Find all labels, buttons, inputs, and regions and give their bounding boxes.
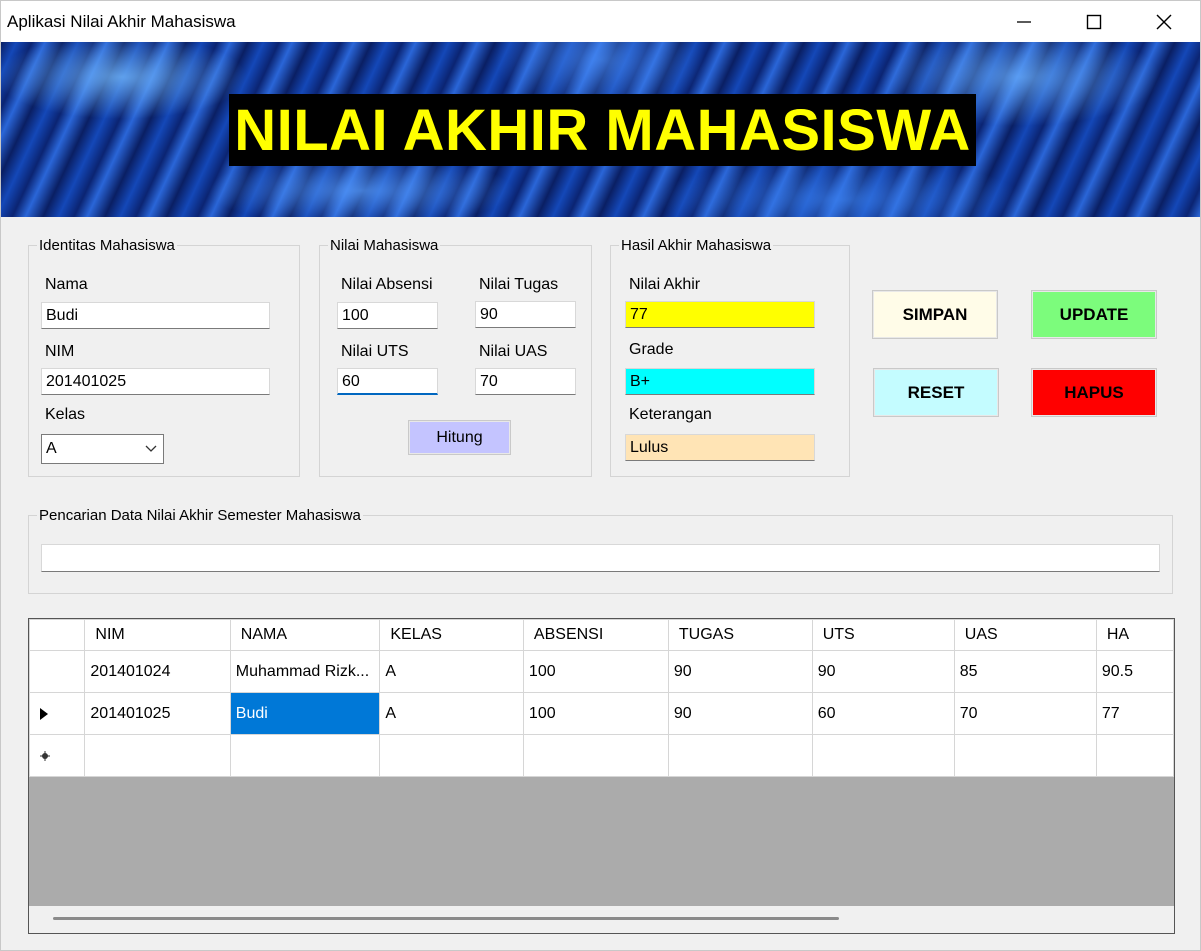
column-header[interactable]: NAMA xyxy=(230,620,380,651)
data-grid[interactable] xyxy=(28,618,1175,934)
table-cell[interactable] xyxy=(85,735,230,777)
column-header[interactable]: TUGAS xyxy=(668,620,812,651)
table-cell[interactable] xyxy=(954,735,1096,777)
uas-label: Nilai UAS xyxy=(479,343,548,360)
new-row[interactable] xyxy=(30,735,1174,777)
grade-field: B+ xyxy=(625,368,815,395)
row-header[interactable] xyxy=(30,693,85,735)
tugas-input[interactable]: 90 xyxy=(475,301,576,328)
table-header-row xyxy=(30,620,1174,651)
kelas-value: A xyxy=(46,440,57,457)
table-cell[interactable]: 90 xyxy=(812,651,954,693)
table-cell[interactable]: 90 xyxy=(668,651,812,693)
absensi-input[interactable]: 100 xyxy=(337,302,438,329)
close-icon xyxy=(1155,13,1173,31)
maximize-icon xyxy=(1086,14,1102,30)
hapus-button[interactable]: HAPUS xyxy=(1031,368,1157,417)
maximize-button[interactable] xyxy=(1059,1,1129,42)
table-cell[interactable]: A xyxy=(380,651,524,693)
nim-input[interactable]: 201401025 xyxy=(41,368,270,395)
absensi-label: Nilai Absensi xyxy=(341,276,433,293)
table-cell[interactable]: 85 xyxy=(954,651,1096,693)
nama-label: Nama xyxy=(45,276,88,293)
column-header[interactable]: NIM xyxy=(85,620,230,651)
grade-label: Grade xyxy=(629,341,674,358)
column-header[interactable]: UTS xyxy=(812,620,954,651)
horizontal-scrollbar[interactable] xyxy=(29,906,1174,933)
table-cell[interactable] xyxy=(668,735,812,777)
search-input[interactable] xyxy=(41,544,1160,572)
row-header[interactable] xyxy=(30,651,85,693)
chevron-down-icon xyxy=(145,445,157,453)
keterangan-field: Lulus xyxy=(625,434,815,461)
nilai-akhir-field: 77 xyxy=(625,301,815,328)
table-cell[interactable]: 201401024 xyxy=(85,651,230,693)
table-cell[interactable]: 70 xyxy=(954,693,1096,735)
pencarian-legend: Pencarian Data Nilai Akhir Semester Mahasiswa xyxy=(39,507,361,524)
update-button[interactable]: UPDATE xyxy=(1031,290,1157,339)
kelas-label: Kelas xyxy=(45,406,86,423)
nim-label: NIM xyxy=(45,343,75,360)
row-header-corner xyxy=(30,620,85,651)
current-row-arrow-icon xyxy=(40,708,48,720)
scrollbar-thumb[interactable] xyxy=(53,917,839,920)
row-header[interactable] xyxy=(30,735,85,777)
tugas-label: Nilai Tugas xyxy=(479,276,559,293)
hasil-legend: Hasil Akhir Mahasiswa xyxy=(621,237,772,254)
uts-input[interactable]: 60 xyxy=(337,368,438,395)
table-cell[interactable] xyxy=(230,735,380,777)
close-button[interactable] xyxy=(1129,1,1199,42)
table-cell-selected[interactable]: Budi xyxy=(230,693,380,735)
table-cell[interactable]: 60 xyxy=(812,693,954,735)
kelas-select[interactable] xyxy=(41,434,164,464)
new-row-asterisk-icon xyxy=(40,751,50,761)
data-table xyxy=(29,619,1174,777)
table-cell[interactable]: 90.5 xyxy=(1096,651,1173,693)
table-cell[interactable] xyxy=(1096,735,1173,777)
title-bar xyxy=(1,1,1200,42)
reset-button[interactable]: RESET xyxy=(873,368,999,417)
keterangan-label: Keterangan xyxy=(629,406,712,423)
window-title: Aplikasi Nilai Akhir Mahasiswa xyxy=(7,12,236,31)
column-header[interactable]: KELAS xyxy=(380,620,524,651)
table-cell[interactable]: 90 xyxy=(668,693,812,735)
nilai-akhir-label: Nilai Akhir xyxy=(629,276,701,293)
table-cell[interactable]: 77 xyxy=(1096,693,1173,735)
table-cell[interactable]: 100 xyxy=(523,693,668,735)
table-cell[interactable] xyxy=(380,735,524,777)
table-cell[interactable]: A xyxy=(380,693,524,735)
nama-input[interactable]: Budi xyxy=(41,302,270,329)
minimize-button[interactable] xyxy=(989,1,1059,42)
table-cell[interactable] xyxy=(812,735,954,777)
hitung-button[interactable]: Hitung xyxy=(408,420,511,455)
table-cell[interactable]: 201401025 xyxy=(85,693,230,735)
identitas-legend: Identitas Mahasiswa xyxy=(39,237,175,254)
table-cell[interactable]: Muhammad Rizk... xyxy=(230,651,380,693)
simpan-button[interactable]: SIMPAN xyxy=(872,290,998,339)
table-row[interactable] xyxy=(30,651,1174,693)
header-banner xyxy=(1,42,1200,217)
column-header[interactable]: HA xyxy=(1096,620,1173,651)
column-header[interactable]: UAS xyxy=(954,620,1096,651)
minimize-icon xyxy=(1016,14,1032,30)
table-row[interactable] xyxy=(30,693,1174,735)
uts-label: Nilai UTS xyxy=(341,343,409,360)
column-header[interactable]: ABSENSI xyxy=(523,620,668,651)
table-cell[interactable]: 100 xyxy=(523,651,668,693)
uas-input[interactable]: 70 xyxy=(475,368,576,395)
banner-title: NILAI AKHIR MAHASISWA xyxy=(229,94,976,166)
nilai-legend: Nilai Mahasiswa xyxy=(330,237,439,254)
table-cell[interactable] xyxy=(523,735,668,777)
